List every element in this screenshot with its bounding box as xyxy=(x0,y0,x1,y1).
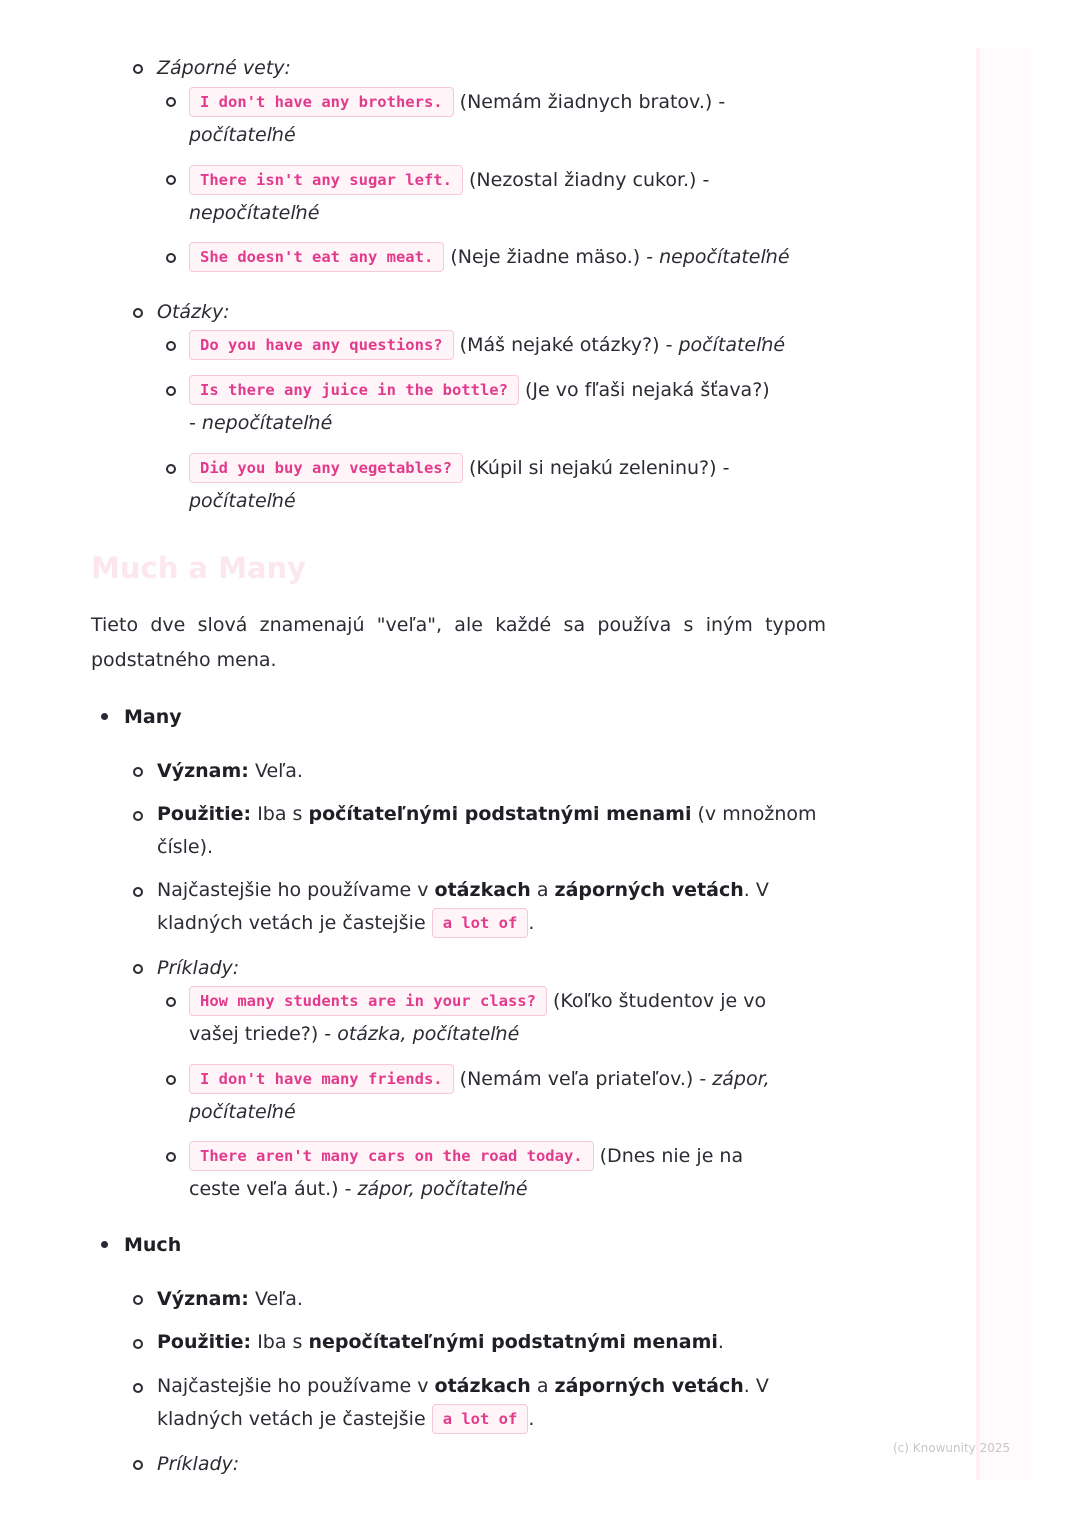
translation-text: (Je vo fľaši nejaká šťava?) xyxy=(518,379,770,401)
code-snippet: I don't have any brothers. xyxy=(189,87,454,117)
intro-paragraph xyxy=(91,608,826,678)
meaning-label: Význam: xyxy=(157,760,249,782)
meaning-label: Význam: xyxy=(157,1288,249,1310)
item-note: nepočítateľné xyxy=(189,202,320,224)
item-note: počítateľné xyxy=(189,490,296,512)
translation-text: (Koľko študentov je vo xyxy=(546,990,767,1012)
many-frequency xyxy=(157,873,769,907)
code-snippet: a lot of xyxy=(432,1404,529,1434)
much-meaning xyxy=(157,1282,303,1316)
bullet-circle xyxy=(133,887,143,897)
usage-text: Iba s xyxy=(251,1331,309,1353)
dash-text: - xyxy=(189,412,202,434)
item-continuation xyxy=(189,1017,519,1051)
bullet-circle xyxy=(133,1295,143,1305)
code-snippet: There isn't any sugar left. xyxy=(189,165,463,195)
questions-label: Otázky: xyxy=(157,301,230,323)
bullet-circle xyxy=(133,64,143,74)
bullet-disc xyxy=(101,1241,108,1248)
bullet-circle xyxy=(133,811,143,821)
item-note: nepočítateľné xyxy=(201,412,333,434)
code-snippet: Did you buy any vegetables? xyxy=(189,453,463,483)
freq-bold: záporných vetách xyxy=(554,879,744,901)
translation-text: (Kúpil si nejakú zeleninu?) - xyxy=(462,457,730,479)
bullet-circle xyxy=(166,175,176,185)
item-note: nepočítateľné xyxy=(659,246,790,268)
intro-line-2: podstatného mena. xyxy=(91,649,277,671)
item-continuation xyxy=(189,406,332,440)
much-usage xyxy=(157,1325,724,1359)
code-snippet: There aren't many cars on the road today. xyxy=(189,1141,594,1171)
much-examples-label: Príklady: xyxy=(157,1453,240,1475)
usage-label: Použitie: xyxy=(157,803,252,825)
many-meaning xyxy=(157,754,303,788)
bullet-circle xyxy=(133,1339,143,1349)
code-snippet: a lot of xyxy=(432,908,529,938)
freq-text: Najčastejšie ho používame v xyxy=(157,1375,435,1397)
many-frequency-cont xyxy=(157,906,534,940)
item-note: zápor, počítateľné xyxy=(357,1178,528,1200)
code-snippet: Do you have any questions? xyxy=(189,330,454,360)
list-item xyxy=(189,451,729,485)
intro-line-1: Tieto dve slová znamenajú "veľa", ale každé sa používa s iným typom xyxy=(91,614,826,636)
many-usage-cont: čísle). xyxy=(157,836,214,858)
bullet-disc xyxy=(101,713,108,720)
freq-text: Najčastejšie ho používame v xyxy=(157,879,435,901)
item-note: počítateľné xyxy=(189,1101,296,1123)
bullet-circle xyxy=(166,997,176,1007)
item-note: počítateľné xyxy=(189,124,296,146)
usage-text: Iba s xyxy=(251,803,309,825)
freq-bold: otázkach xyxy=(434,1375,531,1397)
code-snippet: I don't have many friends. xyxy=(189,1064,454,1094)
list-item xyxy=(189,984,766,1018)
freq-text: . V xyxy=(743,1375,769,1397)
translation-text: vašej triede?) - xyxy=(189,1023,338,1045)
negatives-label: Záporné vety: xyxy=(157,57,291,79)
item-note: otázka, počítateľné xyxy=(337,1023,520,1045)
freq-bold: záporných vetách xyxy=(554,1375,744,1397)
usage-bold: počítateľnými podstatnými menami xyxy=(308,803,692,825)
freq-text: a xyxy=(530,1375,555,1397)
usage-label: Použitie: xyxy=(157,1331,252,1353)
much-frequency-cont xyxy=(157,1402,534,1436)
translation-text: (Nemám veľa priateľov.) - xyxy=(453,1068,713,1090)
freq-text: . V xyxy=(743,879,769,901)
translation-text: (Nezostal žiadny cukor.) - xyxy=(462,169,710,191)
bullet-circle xyxy=(133,1383,143,1393)
freq-text: . xyxy=(528,912,535,934)
bullet-circle xyxy=(166,341,176,351)
freq-text: . xyxy=(528,1408,535,1430)
freq-text: kladných vetách je častejšie xyxy=(157,1408,432,1430)
item-note: počítateľné xyxy=(678,334,786,356)
bullet-circle xyxy=(166,1075,176,1085)
list-item xyxy=(189,373,770,407)
meaning-text: Veľa. xyxy=(248,760,303,782)
freq-bold: otázkach xyxy=(434,879,531,901)
bullet-circle xyxy=(166,253,176,263)
freq-text: kladných vetách je častejšie xyxy=(157,912,432,934)
bullet-circle xyxy=(133,767,143,777)
list-item xyxy=(189,163,709,197)
translation-text: (Nemám žiadnych bratov.) - xyxy=(453,91,726,113)
usage-text: (v množnom xyxy=(691,803,817,825)
bullet-circle xyxy=(166,386,176,396)
item-continuation xyxy=(189,1172,528,1206)
sidebar-strip xyxy=(976,48,1032,1480)
many-examples-label: Príklady: xyxy=(157,957,240,979)
much-frequency xyxy=(157,1369,769,1403)
many-title: Many xyxy=(124,706,182,728)
bullet-circle xyxy=(133,1460,143,1470)
list-item xyxy=(189,85,725,119)
usage-bold: nepočítateľnými podstatnými menami xyxy=(308,1331,718,1353)
translation-text: (Máš nejaké otázky?) - xyxy=(453,334,679,356)
translation-text: ceste veľa áut.) - xyxy=(189,1178,358,1200)
translation-text: (Dnes nie je na xyxy=(593,1145,744,1167)
item-note: zápor, xyxy=(712,1068,770,1090)
much-title: Much xyxy=(124,1234,182,1256)
code-snippet: Is there any juice in the bottle? xyxy=(189,375,519,405)
code-snippet: How many students are in your class? xyxy=(189,986,547,1016)
list-item xyxy=(189,1062,770,1096)
list-item xyxy=(189,1139,743,1173)
usage-text: . xyxy=(717,1331,724,1353)
translation-text: (Neje žiadne mäso.) - xyxy=(444,246,660,268)
list-item xyxy=(189,240,790,274)
footer-credit: (c) Knowunity 2025 xyxy=(893,1441,1011,1455)
meaning-text: Veľa. xyxy=(248,1288,303,1310)
section-heading: Much a Many xyxy=(91,551,307,585)
bullet-circle xyxy=(133,964,143,974)
many-usage xyxy=(157,797,817,831)
list-item xyxy=(189,328,785,362)
bullet-circle xyxy=(166,1152,176,1162)
bullet-circle xyxy=(166,464,176,474)
code-snippet: She doesn't eat any meat. xyxy=(189,242,444,272)
bullet-circle xyxy=(133,308,143,318)
freq-text: a xyxy=(530,879,555,901)
bullet-circle xyxy=(166,97,176,107)
